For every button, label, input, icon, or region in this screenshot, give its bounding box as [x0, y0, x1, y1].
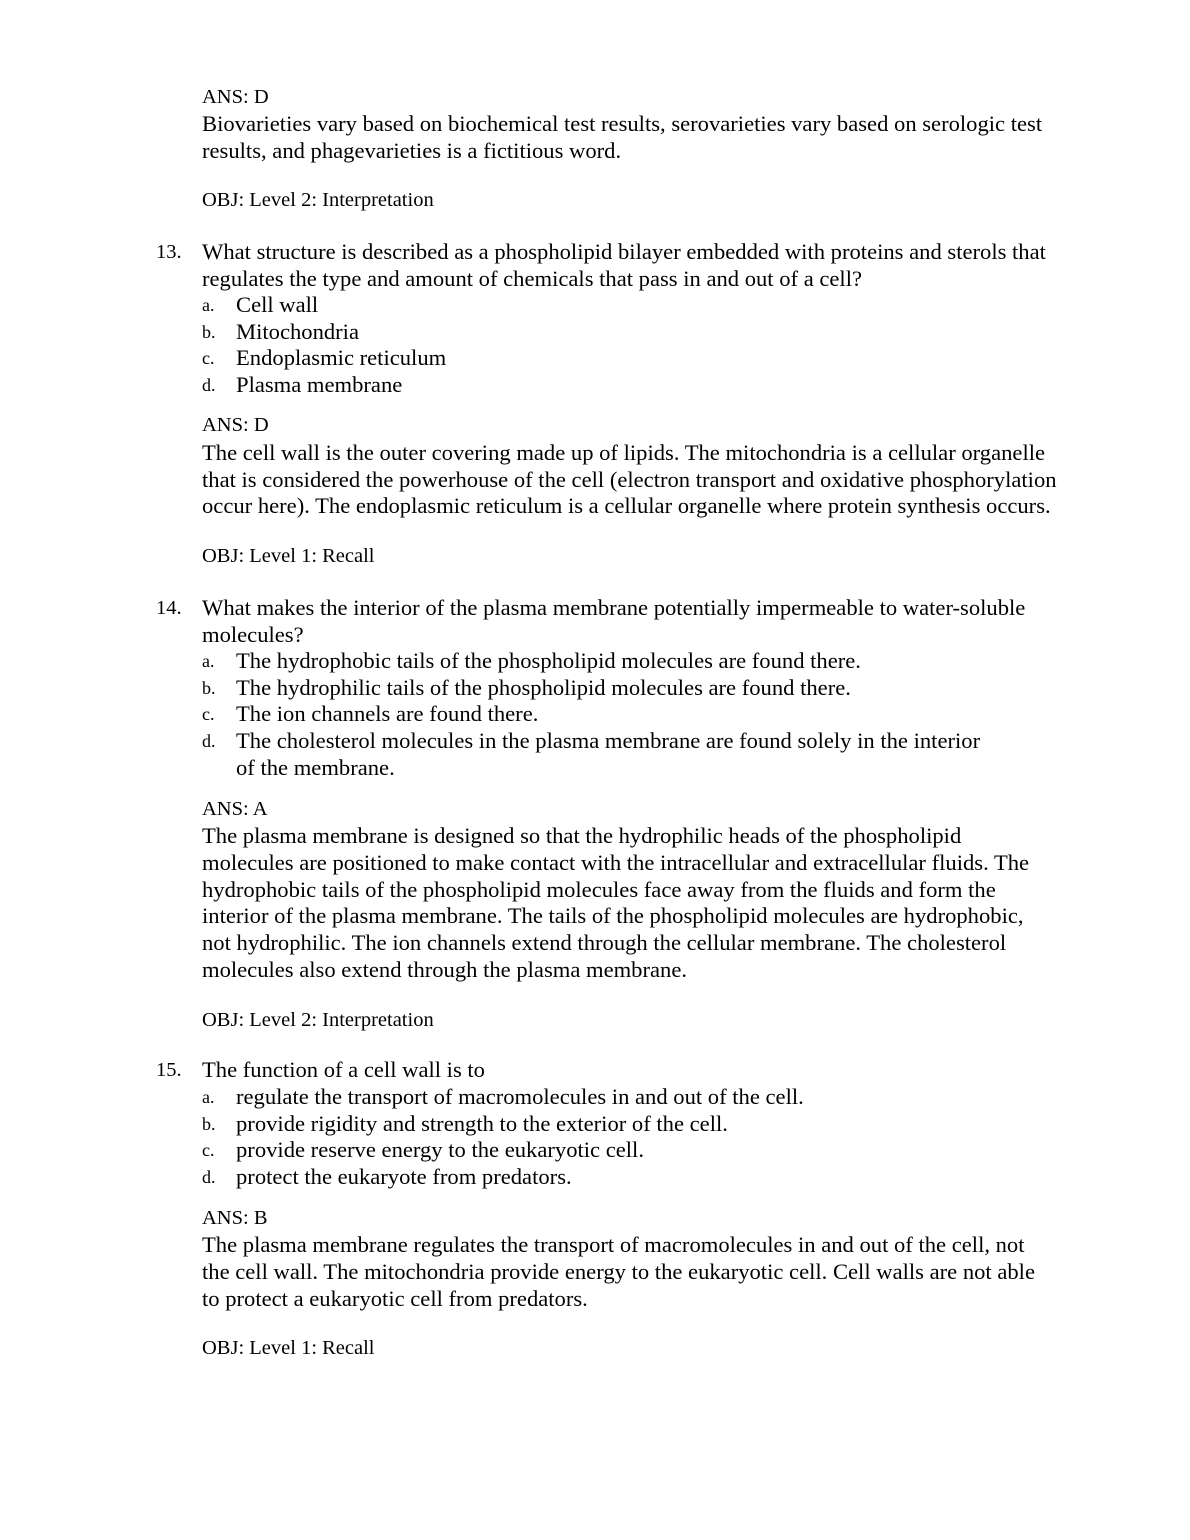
option-text: Plasma membrane	[236, 372, 403, 397]
option-text: regulate the transport of macromolecules in and out of the cell.	[236, 1084, 804, 1109]
objective: OBJ: Level 1: Recall	[202, 1337, 375, 1359]
rationale	[202, 111, 1102, 165]
rationale-text: Biovarieties vary based on biochemical test results, serovarieties vary based on serologic test results, and phagevarieties is a fictitious word.	[202, 111, 1043, 163]
option-text: The hydrophobic tails of the phospholipid molecules are found there.	[236, 648, 861, 673]
answer-key: ANS: B	[202, 1207, 268, 1229]
option-letter: c.	[202, 1140, 215, 1160]
option-text: Endoplasmic reticulum	[236, 345, 447, 370]
option-letter: a.	[202, 295, 215, 315]
rationale-line: to protect a eukaryotic cell from predators.	[202, 1286, 588, 1311]
option-text: Mitochondria	[236, 319, 359, 344]
answer-key: ANS: D	[202, 86, 269, 108]
question-number: 13.	[156, 241, 182, 263]
option-text: protect the eukaryote from predators.	[236, 1164, 572, 1189]
answer-key: ANS: D	[202, 414, 269, 436]
rationale-line: molecules also extend through the plasma membrane.	[202, 957, 687, 982]
question-stem-line: molecules?	[202, 622, 304, 647]
rationale-line: The cell wall is the outer covering made up of lipids. The mitochondria is a cellular organelle	[202, 440, 1046, 465]
option-text: provide reserve energy to the eukaryotic cell.	[236, 1137, 644, 1162]
rationale-line: molecules are positioned to make contact with the intracellular and extracellular fluids. The	[202, 850, 1030, 875]
option-text: Cell wall	[236, 292, 319, 317]
question-number: 15.	[156, 1059, 182, 1081]
option-letter: b.	[202, 678, 216, 698]
rationale-line: not hydrophilic. The ion channels extend through the cellular membrane. The cholesterol	[202, 930, 1007, 955]
answer-key: ANS: A	[202, 798, 268, 820]
question-stem-line: What structure is described as a phospholipid bilayer embedded with proteins and sterols that	[202, 239, 1046, 264]
rationale-line: hydrophobic tails of the phospholipid molecules face away from the fluids and form the	[202, 877, 996, 902]
rationale-line: that is considered the powerhouse of the cell (electron transport and oxidative phosphorylation	[202, 467, 1057, 492]
option-letter: d.	[202, 731, 216, 751]
option-text: The ion channels are found there.	[236, 701, 539, 726]
option-letter: d.	[202, 375, 216, 395]
option-text: provide rigidity and strength to the exterior of the cell.	[236, 1111, 728, 1136]
option-text: of the membrane.	[236, 755, 395, 780]
question-stem-line: What makes the interior of the plasma membrane potentially impermeable to water-soluble	[202, 595, 1026, 620]
objective: OBJ: Level 1: Recall	[202, 545, 375, 567]
option-letter: c.	[202, 704, 215, 724]
option-letter: a.	[202, 651, 215, 671]
question-stem-line: The function of a cell wall is to	[202, 1057, 485, 1082]
question-stem-line: regulates the type and amount of chemicals that pass in and out of a cell?	[202, 266, 863, 291]
rationale-line: interior of the plasma membrane. The tails of the phospholipid molecules are hydrophobic,	[202, 903, 1024, 928]
option-letter: b.	[202, 322, 216, 342]
objective: OBJ: Level 2: Interpretation	[202, 1009, 434, 1031]
option-text: The cholesterol molecules in the plasma membrane are found solely in the interior	[236, 728, 981, 753]
option-letter: d.	[202, 1167, 216, 1187]
question-number: 14.	[156, 597, 182, 619]
rationale-line: The plasma membrane is designed so that the hydrophilic heads of the phospholipid	[202, 823, 962, 848]
rationale-line: the cell wall. The mitochondria provide energy to the eukaryotic cell. Cell walls are not able	[202, 1259, 1035, 1284]
objective: OBJ: Level 2: Interpretation	[202, 189, 434, 211]
option-letter: b.	[202, 1114, 216, 1134]
option-letter: a.	[202, 1087, 215, 1107]
rationale-line: occur here). The endoplasmic reticulum is a cellular organelle where protein synthesis occurs.	[202, 493, 1051, 518]
option-text: The hydrophilic tails of the phospholipid molecules are found there.	[236, 675, 851, 700]
rationale-line: The plasma membrane regulates the transport of macromolecules in and out of the cell, not	[202, 1232, 1025, 1257]
option-letter: c.	[202, 348, 215, 368]
